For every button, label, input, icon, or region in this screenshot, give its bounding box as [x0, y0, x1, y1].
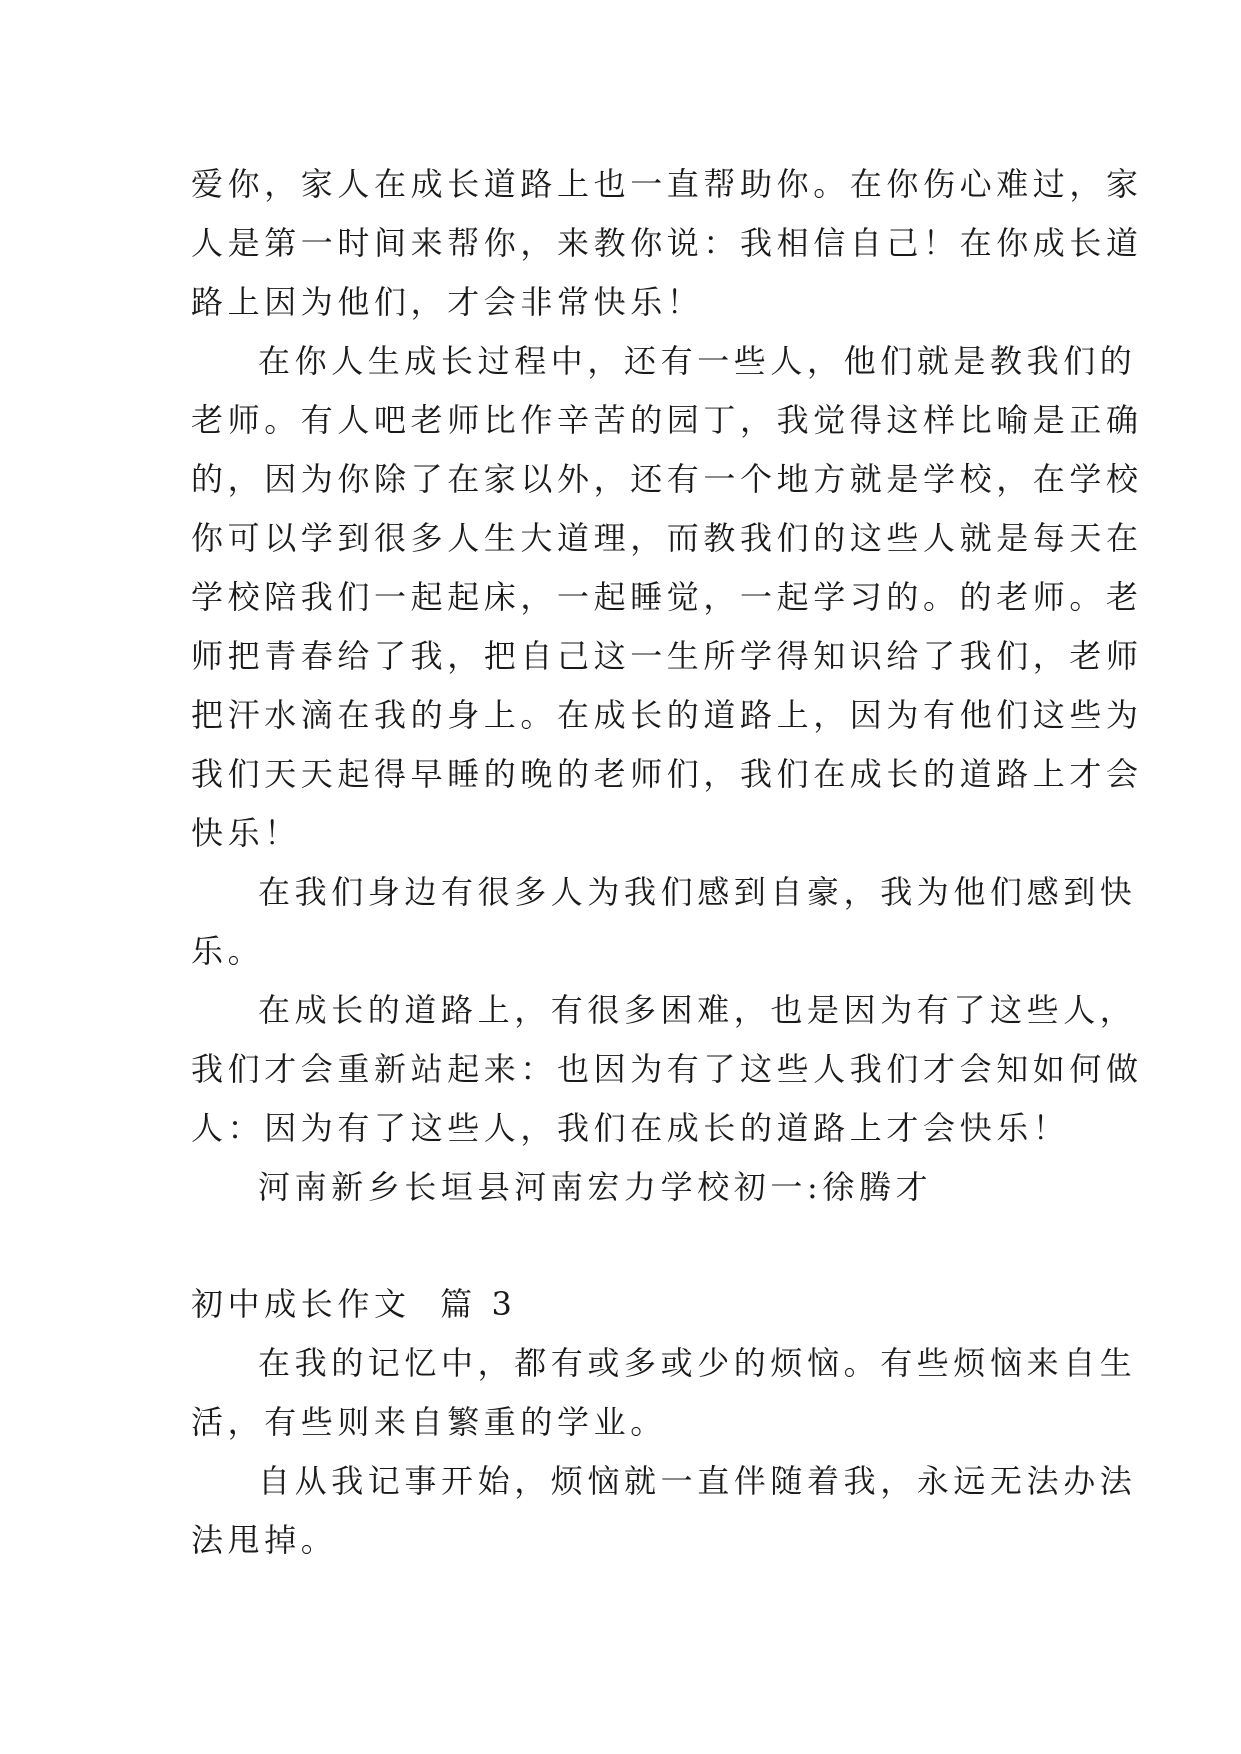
text-line: 爱你，家人在成长道路上也一直帮助你。在你伤心难过，家	[191, 165, 1143, 203]
paragraph-first-line: 在我们身边有很多人为我们感到自豪，我为他们感到快	[258, 873, 1137, 911]
text-line: 人是第一时间来帮你，来教你说：我相信自己！在你成长道	[191, 224, 1143, 262]
text-line: 路上因为他们，才会非常快乐！	[191, 283, 704, 321]
text-line: 师把青春给了我，把自己这一生所学得知识给了我们，老师	[191, 637, 1143, 675]
author-signature: 河南新乡长垣县河南宏力学校初一:徐腾才	[258, 1168, 933, 1206]
text-line: 你可以学到很多人生大道理，而教我们的这些人就是每天在	[191, 519, 1143, 557]
paragraph-first-line: 在你人生成长过程中，还有一些人，他们就是教我们的	[258, 342, 1137, 380]
paragraph-first-line: 自从我记事开始，烦恼就一直伴随着我，永远无法办法	[258, 1462, 1137, 1500]
text-line: 人：因为有了这些人，我们在成长的道路上才会快乐！	[191, 1109, 1070, 1147]
text-line: 我们天天起得早睡的晚的老师们，我们在成长的道路上才会	[191, 755, 1143, 793]
text-line: 快乐！	[191, 814, 301, 852]
text-line: 活，有些则来自繁重的学业。	[191, 1403, 667, 1441]
text-line: 乐。	[191, 932, 265, 970]
text-line: 我们才会重新站起来：也因为有了这些人我们才会知如何做	[191, 1050, 1143, 1088]
text-line: 法甩掉。	[191, 1521, 338, 1559]
text-line: 的，因为你除了在家以外，还有一个地方就是学校，在学校	[191, 460, 1143, 498]
section-heading: 初中成长作文 篇 3	[191, 1285, 517, 1323]
paragraph-first-line: 在我的记忆中，都有或多或少的烦恼。有些烦恼来自生	[258, 1344, 1137, 1382]
text-line: 学校陪我们一起起床，一起睡觉，一起学习的。的老师。老	[191, 578, 1143, 616]
text-line: 把汗水滴在我的身上。在成长的道路上，因为有他们这些为	[191, 696, 1143, 734]
text-line: 老师。有人吧老师比作辛苦的园丁，我觉得这样比喻是正确	[191, 401, 1143, 439]
paragraph-first-line: 在成长的道路上，有很多困难，也是因为有了这些人，	[258, 991, 1137, 1029]
